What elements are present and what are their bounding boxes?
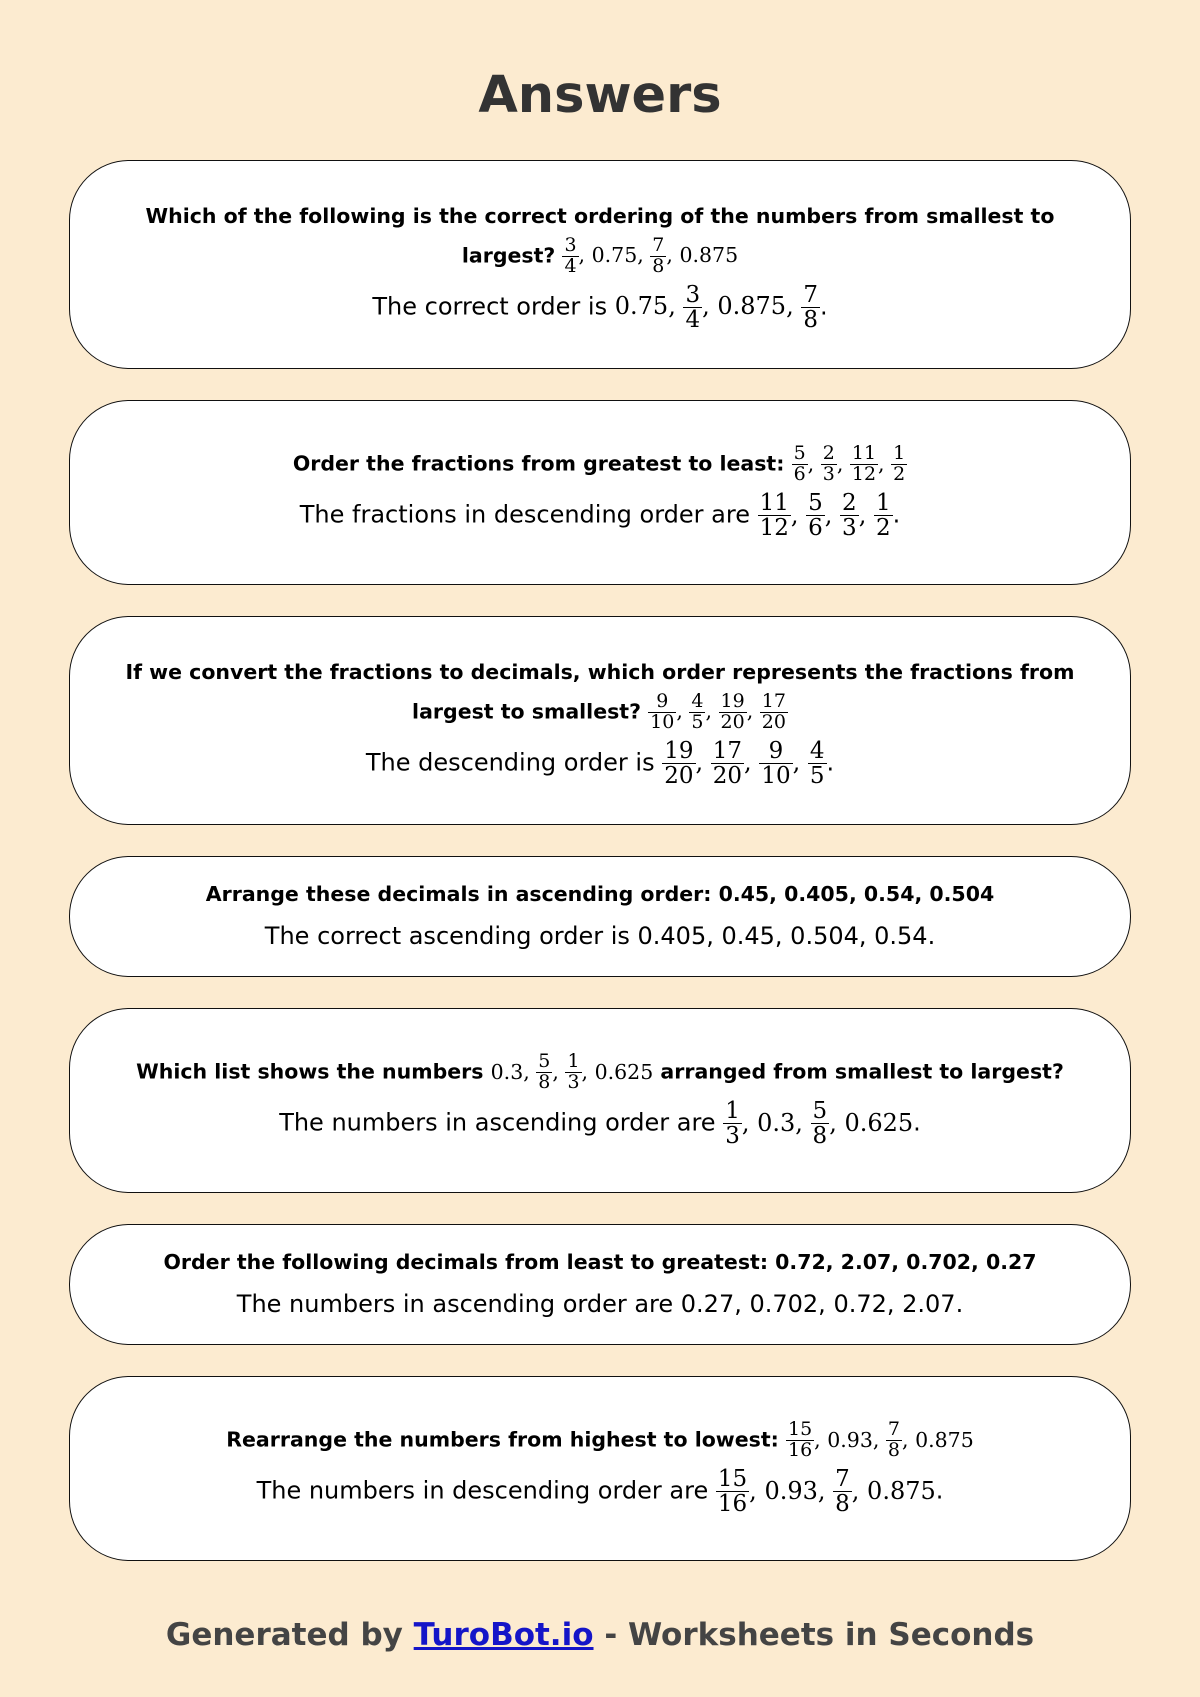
comma-separator: ,: [795, 1108, 811, 1137]
numerator: 3: [564, 233, 577, 256]
denominator: 8: [538, 1071, 551, 1094]
question-text: Which of the following is the correct ordering of the numbers from smallest to largest? $\frac{3}{4}$ , 0.75, $\frac{7}{8}$ , 0.875: [145, 203, 1055, 277]
answer-text: The descending order is $\frac{19}{20}$ , $\frac{17}{20}$ , $\frac{9}{10}$ , $\frac{4}{5}$ .: [365, 737, 835, 789]
comma-separator: ,: [705, 699, 719, 724]
denominator: 8: [652, 254, 665, 277]
question-math: [490, 1050, 654, 1094]
answer-text: The correct order is 0.75, $\frac{3}{4}$ , 0.875, $\frac{7}{8}$ .: [372, 281, 828, 333]
question-text: Rearrange the numbers from highest to lowest: $\frac{15}{16}$ , 0.93, $\frac{7}{8}$ , 0.875: [226, 1418, 974, 1462]
fraction: [806, 491, 825, 540]
numerator: 7: [803, 281, 818, 308]
comma-separator: ,: [523, 1059, 537, 1084]
numerator: 1: [725, 1098, 740, 1125]
comma-separator: ,: [746, 699, 760, 724]
comma-separator: ,: [902, 1427, 916, 1452]
comma-separator: ,: [851, 1476, 868, 1505]
footer: [0, 1617, 1200, 1653]
fraction: [821, 444, 837, 485]
answer-card-2: [69, 400, 1131, 585]
denominator: 12: [851, 463, 877, 486]
comma-separator: ,: [836, 451, 850, 476]
fraction: [648, 689, 676, 733]
denominator: 4: [685, 306, 701, 333]
comma-separator: ,: [578, 243, 592, 268]
fraction: [886, 1420, 902, 1461]
numerator: 11: [851, 442, 877, 465]
fraction: [850, 444, 878, 485]
answer-text: The numbers in descending order are $\frac{15}{16}$ , 0.93, $\frac{7}{8}$ , 0.875.: [256, 1466, 944, 1518]
denominator: 20: [720, 710, 745, 733]
denominator: 2: [893, 463, 906, 486]
denominator: 20: [712, 762, 743, 789]
answer-math: [758, 490, 893, 542]
comma-separator: ,: [829, 1108, 845, 1137]
numerator: 3: [685, 281, 701, 308]
denominator: 5: [809, 762, 825, 789]
numerator: 11: [759, 490, 789, 517]
comma-separator: ,: [695, 748, 711, 777]
comma-separator: ,: [817, 1476, 834, 1505]
comma-separator: ,: [666, 243, 680, 268]
denominator: 3: [822, 463, 835, 486]
fraction: [874, 491, 893, 540]
numerator: 4: [809, 737, 825, 764]
decimal-number: 0.875: [867, 1476, 936, 1505]
answer-text: The numbers in ascending order are $\frac{1}{3}$ , 0.3, $\frac{5}{8}$ , 0.625.: [279, 1098, 921, 1150]
answer-text: The numbers in ascending order are 0.27, 0.702, 0.72, 2.07.: [236, 1290, 964, 1318]
question-math: [786, 1418, 974, 1462]
fraction: [716, 1467, 749, 1516]
answer-math: [723, 1098, 914, 1150]
numerator: 1: [893, 442, 906, 465]
footer-prefix: Generated by: [165, 1617, 403, 1653]
numerator: 7: [652, 233, 665, 256]
denominator: 6: [808, 515, 823, 542]
fraction: [723, 1099, 742, 1148]
fraction: [536, 1052, 552, 1093]
numerator: 19: [664, 737, 694, 764]
comma-separator: ,: [676, 699, 690, 724]
denominator: 16: [717, 1491, 748, 1518]
comma-separator: ,: [792, 748, 808, 777]
numerator: 4: [691, 689, 704, 712]
numerator: 5: [812, 1098, 828, 1125]
comma-separator: ,: [814, 1427, 828, 1452]
fraction: [565, 1052, 581, 1093]
fraction: [808, 739, 827, 788]
decimal-number: 0.75: [614, 292, 669, 321]
numerator: 19: [720, 689, 745, 712]
answer-card-5: [69, 1008, 1131, 1193]
numerator: 15: [787, 1418, 813, 1441]
fraction: [711, 739, 744, 788]
question-text: Arrange these decimals in ascending order: 0.45, 0.405, 0.54, 0.504: [205, 882, 995, 906]
answer-card-7: [69, 1376, 1131, 1561]
numerator: 5: [538, 1050, 551, 1073]
fraction: [760, 689, 788, 733]
turobot-link[interactable]: TuroBot.io: [413, 1617, 594, 1653]
answer-math: [614, 281, 820, 333]
decimal-number: 0.3: [757, 1108, 796, 1137]
footer-suffix: - Worksheets in Seconds: [604, 1617, 1035, 1653]
denominator: 10: [761, 762, 791, 789]
question-text: If we convert the fractions to decimals, which order represents the fractions from largest to smallest? $\frac{9}{10}$ , $\frac{4}{5}$ , $\frac{19}{20}$ , $\frac{17}{20}$: [125, 659, 1075, 733]
numerator: 9: [759, 739, 792, 764]
numerator: 2: [822, 442, 835, 465]
denominator: 16: [787, 1439, 813, 1462]
numerator: 1: [875, 490, 891, 517]
denominator: 8: [887, 1439, 901, 1462]
comma-separator: ,: [786, 292, 802, 321]
decimal-number: 0.875: [915, 1427, 974, 1452]
fraction: [683, 283, 702, 332]
answer-text: The fractions in descending order are $\frac{11}{12}$ , $\frac{5}{6}$ , $\frac{2}{3}$ , $\frac{1}{2}$ .: [299, 490, 901, 542]
fraction: [719, 689, 747, 733]
question-math: [562, 233, 739, 277]
comma-separator: ,: [872, 1427, 886, 1452]
question-math: [792, 442, 908, 486]
numerator: 7: [887, 1418, 901, 1441]
decimal-number: 0.3: [490, 1059, 524, 1084]
page-title: Answers: [478, 66, 722, 125]
decimal-number: 0.625: [844, 1108, 914, 1137]
answer-card-3: [69, 616, 1131, 825]
comma-separator: ,: [858, 500, 874, 529]
comma-separator: ,: [637, 243, 651, 268]
question-math: [648, 689, 788, 733]
denominator: 3: [567, 1071, 580, 1094]
denominator: 3: [725, 1123, 740, 1150]
denominator: 20: [761, 710, 786, 733]
comma-separator: ,: [581, 1059, 595, 1084]
fraction: [758, 491, 791, 540]
comma-separator: ,: [741, 1108, 758, 1137]
denominator: 3: [842, 515, 857, 542]
fraction: [689, 689, 705, 733]
denominator: 8: [803, 306, 818, 333]
fraction: [891, 444, 907, 485]
comma-separator: ,: [790, 500, 807, 529]
fraction: [662, 739, 695, 788]
comma-separator: ,: [807, 451, 821, 476]
denominator: 2: [875, 515, 891, 542]
comma-separator: ,: [552, 1059, 566, 1084]
numerator: 5: [808, 490, 823, 517]
denominator: 20: [664, 762, 694, 789]
numerator: 2: [842, 490, 857, 517]
answer-math: [662, 737, 826, 789]
comma-separator: ,: [702, 292, 718, 321]
fraction: [786, 1420, 814, 1461]
numerator: 17: [712, 737, 743, 764]
fraction: [811, 1099, 830, 1148]
answer-card-6: [69, 1224, 1131, 1345]
fraction: [759, 739, 792, 788]
denominator: 4: [564, 254, 577, 277]
numerator: 9: [648, 692, 676, 713]
comma-separator: ,: [824, 500, 841, 529]
denominator: 8: [812, 1123, 828, 1150]
fraction: [650, 233, 666, 277]
denominator: 10: [650, 710, 675, 733]
numerator: 1: [567, 1050, 580, 1073]
decimal-number: 0.75: [591, 243, 638, 268]
answer-math: [716, 1466, 936, 1518]
answer-card-1: [69, 160, 1131, 369]
question-text: Order the fractions from greatest to least: $\frac{5}{6}$ , $\frac{2}{3}$ , $\frac{11}{12}$ , $\frac{1}{2}$: [292, 442, 906, 486]
numerator: 15: [717, 1466, 748, 1493]
denominator: 6: [793, 463, 806, 486]
fraction: [840, 491, 859, 540]
fraction: [562, 233, 578, 277]
decimal-number: 0.93: [764, 1476, 818, 1505]
comma-separator: ,: [878, 451, 892, 476]
numerator: 7: [835, 1466, 850, 1493]
decimal-number: 0.875: [679, 243, 739, 268]
decimal-number: 0.875: [717, 292, 787, 321]
comma-separator: ,: [668, 292, 684, 321]
fraction: [833, 1467, 852, 1516]
comma-separator: ,: [744, 748, 760, 777]
denominator: 8: [835, 1491, 850, 1518]
question-text: Which list shows the numbers 0.3, $\frac{5}{8}$ , $\frac{1}{3}$ , 0.625 arranged from smallest to largest?: [136, 1050, 1064, 1094]
comma-separator: ,: [749, 1476, 765, 1505]
decimal-number: 0.625: [594, 1059, 654, 1084]
fraction: [792, 444, 808, 485]
decimal-number: 0.93: [827, 1427, 873, 1452]
denominator: 12: [759, 515, 789, 542]
fraction: [801, 283, 820, 332]
numerator: 17: [761, 689, 786, 712]
answer-text: The correct ascending order is 0.405, 0.45, 0.504, 0.54.: [264, 922, 936, 950]
numerator: 5: [793, 442, 806, 465]
denominator: 5: [691, 710, 704, 733]
answer-card-4: [69, 856, 1131, 977]
question-text: Order the following decimals from least to greatest: 0.72, 2.07, 0.702, 0.27: [163, 1250, 1037, 1274]
